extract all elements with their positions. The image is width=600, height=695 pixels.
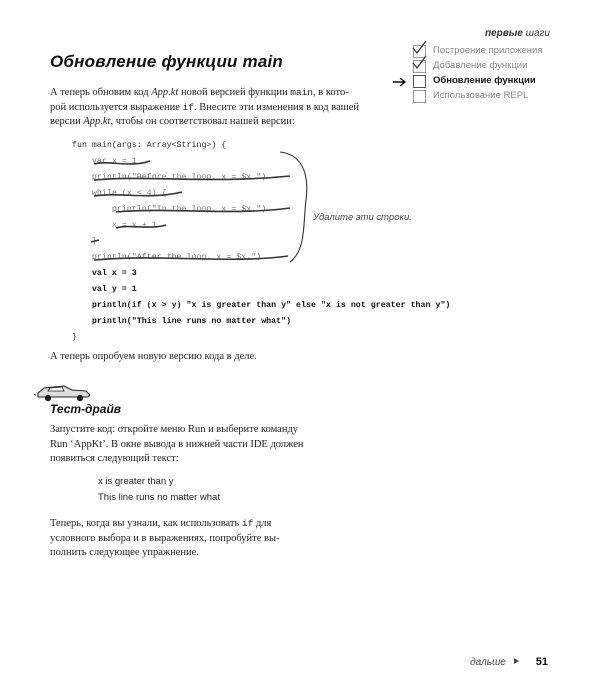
closing-paragraph <box>50 517 350 561</box>
filename: App.kt <box>83 116 111 127</box>
code-line-removed: println("Before the loop. x = $x.") <box>72 173 267 182</box>
page-number: 51 <box>535 656 548 668</box>
closing-line-3: полнить следующее упражнение. <box>50 547 199 558</box>
test-drive-line: появиться следующий текст: <box>50 453 179 464</box>
checklist-label: Построение приложения <box>433 45 543 56</box>
code-inline: main <box>290 87 314 98</box>
console-output <box>98 476 220 508</box>
code-line-removed: } <box>72 237 97 246</box>
text: , чтобы он соответствовал нашей версии: <box>110 116 295 127</box>
code-line-removed: while (x < 4) { <box>72 189 167 198</box>
scribble-line <box>94 176 290 180</box>
test-drive-line: Run ‘AppKt’. В окне вывода в нижней части IDE должен <box>50 438 304 450</box>
code-line-added: println("This line runs no matter what") <box>72 317 292 326</box>
text: новой версией функции <box>178 87 291 98</box>
scribble-line <box>91 240 99 242</box>
car-icon <box>34 381 94 403</box>
output-line: This line runs no matter what <box>98 492 220 503</box>
scribble-line <box>94 192 182 196</box>
code-inline: if <box>241 518 254 529</box>
filename: App.kt <box>151 87 179 98</box>
section-header-rest: шаги <box>522 28 550 39</box>
test-drive-line: Запустите код: откройте меню Run и выберите команду <box>50 424 299 435</box>
code-line-added: val x = 3 <box>72 269 137 278</box>
checklist-label: Добавление функции <box>433 60 528 71</box>
bracket-curve <box>280 152 307 262</box>
text: версии <box>50 116 84 127</box>
code-line-footer: } <box>72 333 77 342</box>
scribble-line <box>94 256 288 260</box>
checklist-label: Использование REPL <box>433 90 529 101</box>
section-header-bold: первые <box>484 28 523 39</box>
code-line-removed: println("After the loop. x = $x.") <box>72 253 262 262</box>
scribble-line <box>116 225 166 228</box>
code-line-added: println(if (x > y) "x is greater than y" else "x is not greater than y") <box>72 301 451 310</box>
remove-lines-note: Удалите эти строки. <box>313 212 412 223</box>
test-drive-title: Тест-драйв <box>50 402 122 416</box>
code-line-header: fun main(args: Array<String>) { <box>72 141 227 150</box>
page-footer <box>470 652 548 670</box>
text: , в кото- <box>313 87 349 98</box>
test-drive-paragraph <box>50 423 350 467</box>
code-inline: if <box>182 101 194 113</box>
scribble-line <box>94 161 150 164</box>
text: для <box>253 518 272 529</box>
code-line-removed: println("In the loop. x = $x.") <box>72 205 267 214</box>
output-line: x is greater than y <box>98 476 174 487</box>
code-line-added: val y = 1 <box>72 285 137 294</box>
page-title: Обновление функции main <box>50 52 284 71</box>
after-code-text: А теперь опробуем новую версию кода в деле. <box>50 351 257 362</box>
text: рой используется выражение <box>50 101 183 113</box>
scribble-line <box>116 208 290 212</box>
closing-line-1 <box>50 517 350 532</box>
checklist-label: Обновление функции <box>433 75 536 86</box>
code-line-removed: x = x + 1 <box>72 221 157 230</box>
text: Теперь, когда вы узнали, как использовать <box>50 518 242 529</box>
text: А теперь обновим код <box>50 87 152 98</box>
text: . Внесите эти изменения в код вашей <box>193 101 360 113</box>
arrow-right-icon <box>513 657 521 665</box>
next-link[interactable]: дальше <box>470 657 506 668</box>
code-line-removed: var x = 1 <box>72 157 137 166</box>
closing-line-2: условного выбора и в выражениях, попробуйте вы- <box>50 532 280 544</box>
